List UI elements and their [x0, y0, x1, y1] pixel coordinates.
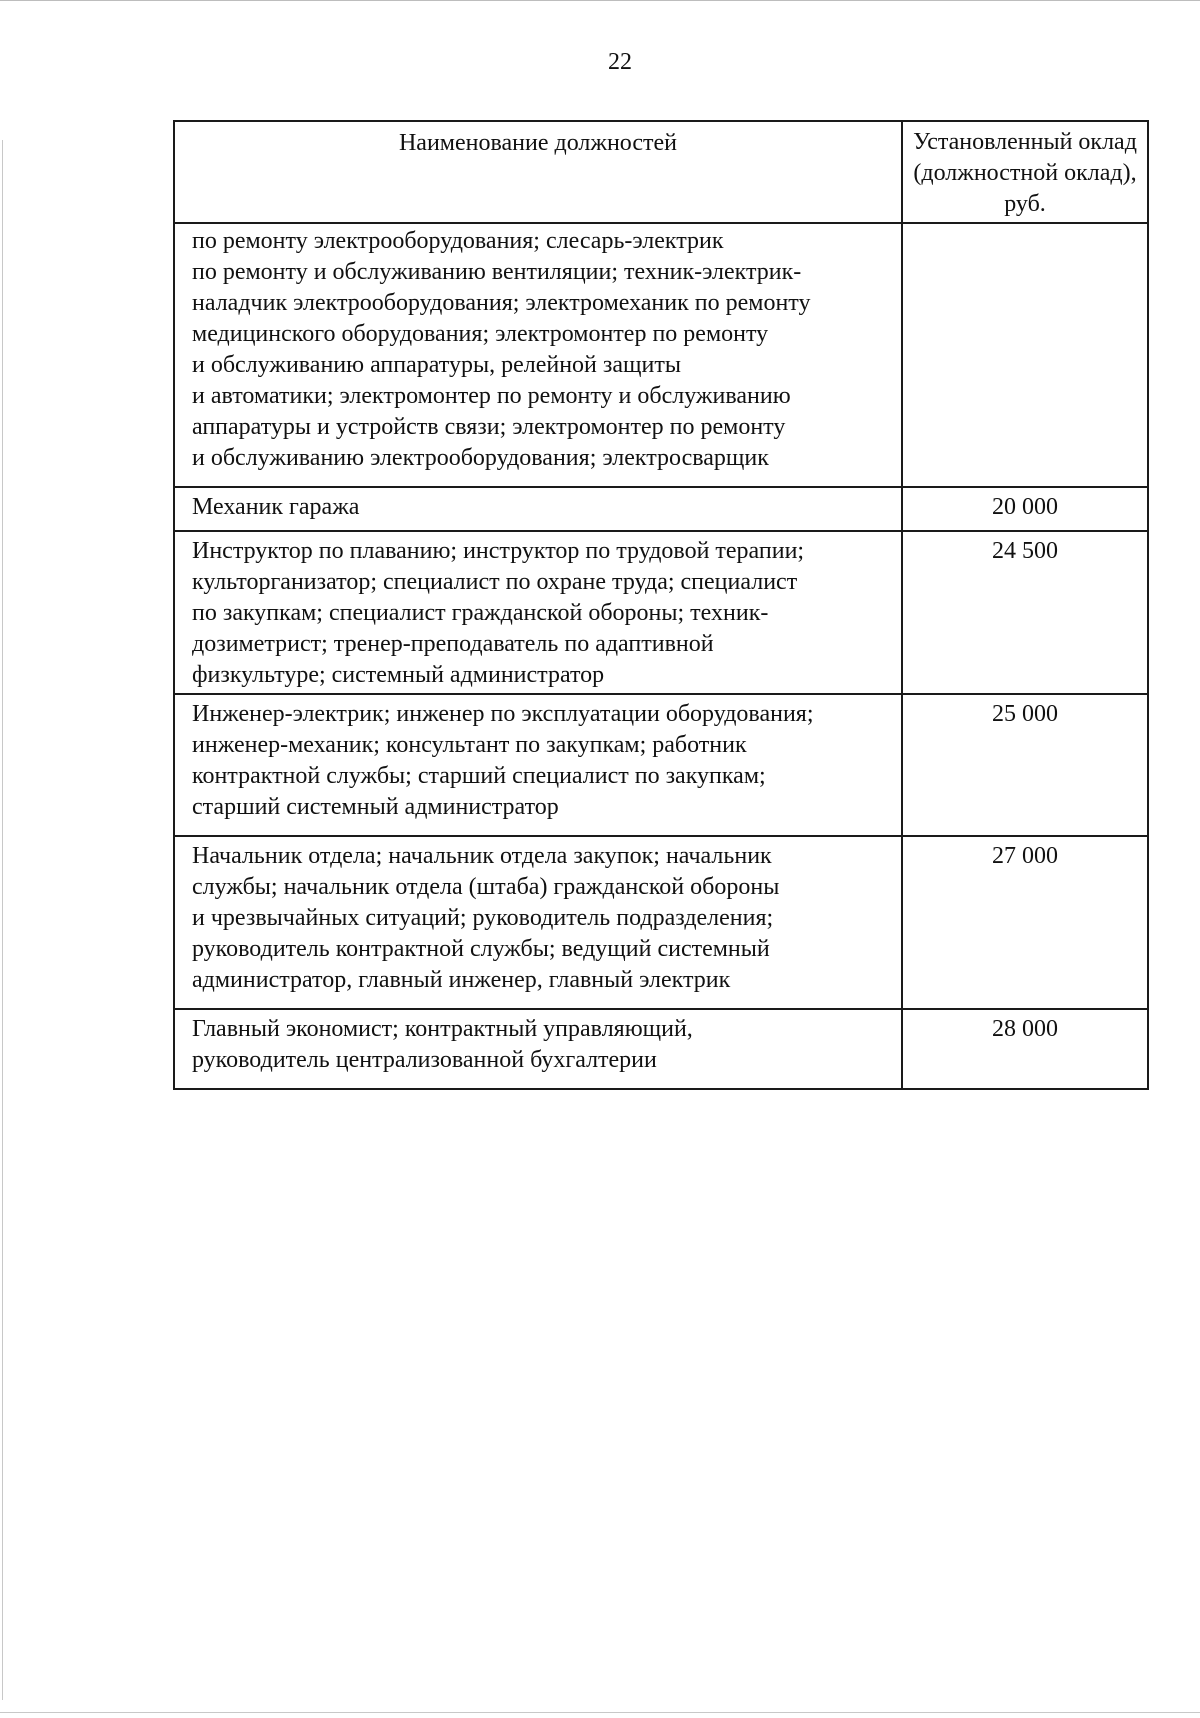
- scan-edge-bottom: [0, 1712, 1200, 1713]
- salary-cell: 27 000: [902, 836, 1148, 1009]
- table-row: [174, 223, 1148, 487]
- page-number: 22: [608, 49, 632, 75]
- position-names-cell: Начальник отдела; начальник отдела закупок; начальник службы; начальник отдела (штаба) гражданской обороны и чрезвычайных ситуаций; руководитель подразделения; руководитель контрактной службы; ведущий системный администратор, главный инженер, главный электрик: [174, 836, 902, 1009]
- scan-edge-left: [2, 140, 3, 1700]
- table-header-row: [174, 121, 1148, 223]
- position-names-cell: Инженер-электрик; инженер по эксплуатации оборудования; инженер-механик; консультант по закупкам; работник контрактной службы; старший специалист по закупкам; старший системный администратор: [174, 694, 902, 836]
- position-names-cell: Инструктор по плаванию; инструктор по трудовой терапии; культорганизатор; специалист по охране труда; специалист по закупкам; специалист гражданской обороны; техник- дозиметрист; тренер-преподаватель по адаптивной физкультуре; системный администратор: [174, 531, 902, 694]
- table-row: [174, 487, 1148, 531]
- header-salary: Установленный оклад (должностной оклад), руб.: [902, 121, 1148, 223]
- salary-cell: [902, 223, 1148, 487]
- salary-table: [173, 120, 1149, 1090]
- salary-cell: 20 000: [902, 487, 1148, 531]
- position-names-cell: по ремонту электрооборудования; слесарь-электрик по ремонту и обслуживанию вентиляции; техник-электрик- наладчик электрооборудования; электромеханик по ремонту медицинского оборудования; электромонтер по ремонту и обслуживанию аппаратуры, релейной защиты и автоматики; электромонтер по ремонту и обслуживанию аппаратуры и устройств связи; электромонтер по ремонту и обслуживанию электрооборудования; электросварщик: [174, 223, 902, 487]
- position-names-cell: Механик гаража: [174, 487, 902, 531]
- scan-edge-top: [0, 0, 1200, 1]
- table-row: [174, 836, 1148, 1009]
- header-position-name: Наименование должностей: [174, 121, 902, 223]
- salary-cell: 24 500: [902, 531, 1148, 694]
- table-row: [174, 531, 1148, 694]
- salary-cell: 28 000: [902, 1009, 1148, 1089]
- table-row: [174, 1009, 1148, 1089]
- table-row: [174, 694, 1148, 836]
- position-names-cell: Главный экономист; контрактный управляющий, руководитель централизованной бухгалтерии: [174, 1009, 902, 1089]
- salary-cell: 25 000: [902, 694, 1148, 836]
